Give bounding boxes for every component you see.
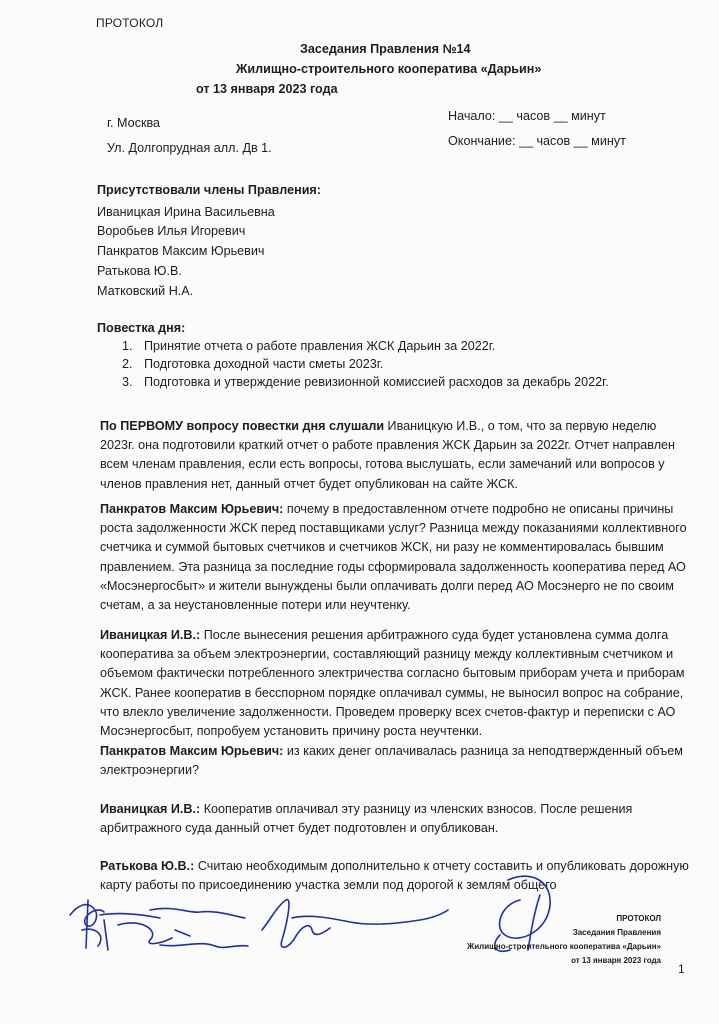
member-item: Иваницкая Ирина Васильевна bbox=[97, 205, 275, 219]
start-time: Начало: __ часов __ минут bbox=[448, 109, 606, 123]
member-item: Панкратов Максим Юрьевич bbox=[97, 244, 265, 258]
agenda-item-text: Принятие отчета о работе правления ЖСК Дарьин за 2022г. bbox=[144, 339, 496, 353]
agenda-item-number: 3. bbox=[122, 375, 133, 389]
speech-text: почему в предоставленном отчете подробно не описаны причины роста задолженности ЖСК перед поставщиками услуг? Разница между показаниями коллективного счетчика и суммой бытовых счетчиков и счетчиков ЖСК, ни разу не комментировалась бывшим правлением. Эта разница за последние годы сформировала задолженность кооператива перед АО «Мосэнергосбыт» и жители вынуждены были оплачивать долги перед АО Мосэнерго не по своим счетам, а за неустановленные потери или неучтенку. bbox=[100, 502, 687, 613]
member-item: Матковский Н.А. bbox=[97, 284, 194, 298]
speaker-name: Иваницкая И.В.: bbox=[100, 802, 201, 816]
document-title: Заседания Правления №14 bbox=[300, 42, 471, 56]
address: Ул. Долгопрудная алл. Дв 1. bbox=[107, 141, 272, 155]
discussion-paragraph-5 bbox=[100, 800, 690, 838]
speaker-name: Панкратов Максим Юрьевич: bbox=[100, 744, 284, 758]
footer-line-2: Жилищно-строительного кооператива «Дарьин» bbox=[467, 942, 661, 951]
speech-text: из каких денег оплачивалась разница за неподтвержденный объем электроэнергии? bbox=[100, 744, 683, 778]
document-date: от 13 января 2023 года bbox=[196, 82, 338, 96]
agenda-heading: Повестка дня: bbox=[97, 321, 186, 335]
discussion-paragraph-4 bbox=[100, 742, 690, 780]
page-number: 1 bbox=[678, 962, 685, 976]
agenda-item-3 bbox=[122, 375, 609, 389]
discussion-paragraph-2 bbox=[100, 500, 690, 615]
end-time: Окончание: __ часов __ минут bbox=[448, 134, 626, 148]
speaker-name: По ПЕРВОМУ вопросу повестки дня слушали bbox=[100, 419, 385, 433]
agenda-item-number: 1. bbox=[122, 339, 133, 353]
footer-label: ПРОТОКОЛ bbox=[616, 914, 661, 923]
agenda-item-number: 2. bbox=[122, 357, 133, 371]
speech-text: Считаю необходимым дополнительно к отчету составить и опубликовать дорожную карту работы по присоединению участка земли под дорогой к землям общего bbox=[100, 859, 689, 893]
member-item: Ратькова Ю.В. bbox=[97, 264, 182, 278]
speech-text: Иваницкую И.В., о том, что за первую неделю 2023г. она подготовили краткий отчет о работе правления ЖСК Дарьин за 2022г. Отчет направлен всем членам правления, если есть вопросы, готова выслушать, если замечаний или вопросов у членов правления нет, данный отчет будет опубликован на сайте ЖСК. bbox=[100, 419, 675, 491]
discussion-paragraph-3 bbox=[100, 626, 690, 741]
footer-line-1: Заседания Правления bbox=[572, 928, 661, 937]
agenda-item-text: Подготовка доходной части сметы 2023г. bbox=[144, 357, 384, 371]
signature-1 bbox=[70, 900, 160, 950]
city: г. Москва bbox=[107, 116, 161, 130]
document-subtitle: Жилищно-строительного кооператива «Дарьин» bbox=[236, 62, 542, 76]
discussion-paragraph-6 bbox=[100, 857, 690, 895]
signature-3 bbox=[262, 900, 448, 948]
discussion-paragraph-1 bbox=[100, 417, 690, 494]
document-label: ПРОТОКОЛ bbox=[96, 16, 164, 30]
speaker-name: Ратькова Ю.В.: bbox=[100, 859, 195, 873]
speaker-name: Панкратов Максим Юрьевич: bbox=[100, 502, 284, 516]
attendees-heading-text: Присутствовали члены Правления: bbox=[97, 183, 321, 197]
agenda-item-text: Подготовка и утверждение ревизионной комиссией расходов за декабрь 2022г. bbox=[144, 375, 609, 389]
attendees-heading bbox=[97, 183, 321, 197]
speech-text: Кооператив оплачивал эту разницу из членских взносов. После решения арбитражного суда данный отчет будет подготовлен и опубликован. bbox=[100, 802, 633, 836]
signature-2 bbox=[118, 908, 248, 947]
footer-block bbox=[467, 912, 661, 968]
speech-text: После вынесения решения арбитражного суда будет установлена сумма долга кооператива за объем электроэнергии, составляющий разницу между коллективным счетчиком и объемом фактически потребленного электричества согласно бытовым приборам учета и приборам ЖСК. Ранее кооператив в бесспорном порядке оплачивал суммы, не выносил вопрос на собрание, что влекло увеличение задолженности. Проведем проверку всех счетов-фактур и переписки с АО Мосэнергосбыт, попробуем установить причину роста неучтенки. bbox=[100, 628, 685, 739]
footer-line-3: от 13 января 2023 года bbox=[571, 956, 661, 965]
agenda-item-1 bbox=[122, 339, 495, 353]
speaker-name: Иваницкая И.В.: bbox=[100, 628, 201, 642]
agenda-item-2 bbox=[122, 357, 383, 371]
member-item: Воробьев Илья Игоревич bbox=[97, 224, 246, 238]
